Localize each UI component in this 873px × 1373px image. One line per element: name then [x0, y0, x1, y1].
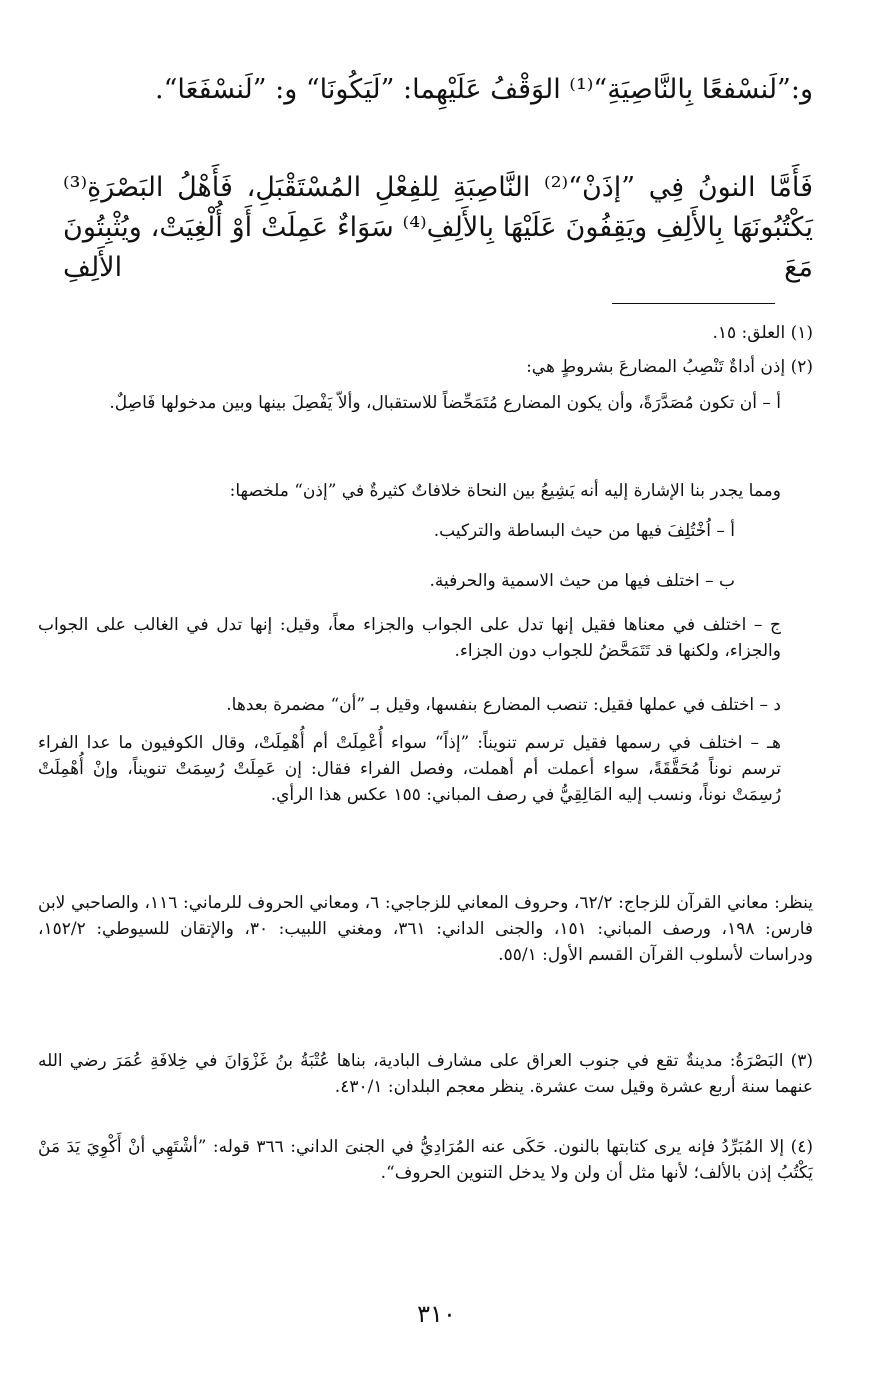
- page-number: ٣١٠: [417, 1300, 456, 1328]
- footnote-2-intro: ومما يجدر بنا الإشارة إليه أنه يَشِيعُ بين النحاة خلافاتٌ كثيرةٌ في ”إذن“ ملخصها:: [229, 481, 781, 501]
- footnote-2-condition: أ – أن تكون مُصَدَّرَةً، وأن يكون المضارع مُتَمَحِّضاً للاستقبال، وألاّ يَفْصِلَ بينها وبين مدخولها فَاصِلٌ.: [109, 393, 781, 413]
- footnote-separator: [612, 303, 775, 304]
- footnote-2-item-e: هـ – اختلف في رسمها فقيل ترسم تنويناً: ”إذاً“ سواء أُعْمِلَتْ أم أُهْمِلَتْ، وقال الكوفيون ما عدا الفراء ترسم نوناً مُحَقَّقَةً، سواء أعملت أم أهملت، وفصل الفراء فقال: إن عَمِلَتْ رُسِمَتْ تنويناً، وإنْ أُهْمِلَتْ رُسِمَتْ نوناً، ونسب إليه المَالِقِيُّ في رصف المباني: ١٥٥ عكس هذا الرأي.: [38, 733, 781, 805]
- footnote-2-item-c: ج – اختلف في معناها فقيل إنها تدل على الجواب والجزاء معاً، وقيل: إنها تدل في الغالب على الجواب والجزاء، ولكنها قد تَتَمَحَّضُ للجواب دون الجزاء.: [38, 615, 781, 661]
- footnote-1: (١) العلق: ١٥.: [712, 323, 813, 343]
- body-paragraph-2: فَأَمَّا النونُ فِي ”إذَنْ“⁽²⁾ النَّاصِبَةِ لِلفِعْلِ المُسْتَقْبَلِ، فَأَهْلُ البَصْرَةِ⁽³⁾ يَكْتُبُونَهَا بِالأَلِفِ ويَقِفُونَ عَلَيْهَا بِالأَلِفِ⁽⁴⁾ سَوَاءٌ عَمِلَتْ أَوْ أُلْغِيَتْ، ويُثْبِتُونَ مَعَ الأَلِفِ: [63, 172, 813, 283]
- footnote-4: (٤) إلا المُبَرِّدُ فإنه يرى كتابتها بالنون. حَكَى عنه المُرَادِيُّ في الجنىَ الداني: ٣٦٦ قوله: ”أشْتَهِي أنْ أَكْوِيَ يَدَ مَنْ يَكْتُبُ إذن بالألف؛ لأنها مثل أن ولن ولا يدخل التنوين الحروف“.: [38, 1137, 813, 1183]
- footnote-2: (٢) إذن أداةٌ تَنْصِبُ المضارعَ بشروطٍ هي:: [526, 357, 813, 377]
- footnote-2-item-b: ب – اختلف فيها من حيث الاسمية والحرفية.: [429, 571, 735, 591]
- footnote-3: (٣) البَصْرَةُ: مدينةٌ تقع في جنوب العراق على مشارف البادية، بناها عُتْبَةُ بنُ غَزْوَانَ في خِلافَةِ عُمَرَ رضي الله عنهما سنة أربع عشرة وقيل ست عشرة. ينظر معجم البلدان: ٤٣٠/١.: [38, 1051, 813, 1097]
- footnote-2-item-a: أ – اُخْتُلِفَ فيها من حيث البساطة والتركيب.: [433, 521, 735, 541]
- footnote-2-item-d: د – اختلف في عملها فقيل: تنصب المضارع بنفسها، وقيل بـ ”أن“ مضمرة بعدها.: [226, 695, 781, 715]
- body-paragraph-1: و:”لَنسْفعًا بِالنَّاصِيَةِ“⁽¹⁾ الوَقْفُ عَلَيْهِما: ”لَيَكُونَا“ و: ”لَنسْفَعَا“.: [155, 74, 813, 105]
- footnote-2-references: ينظر: معاني القرآن للزجاج: ٦٢/٢، وحروف المعاني للزجاجي: ٦، ومعاني الحروف للرماني: ١١٦، والصاحبي لابن فارس: ١٩٨، ورصف المباني: ١٥١، والجنى الداني: ٣٦١، ومغني اللبيب: ٣٠، والإتقان للسيوطي: ١٥٢/٢، ودراسات لأسلوب القرآن القسم الأول: ٥٥/١.: [38, 893, 814, 965]
